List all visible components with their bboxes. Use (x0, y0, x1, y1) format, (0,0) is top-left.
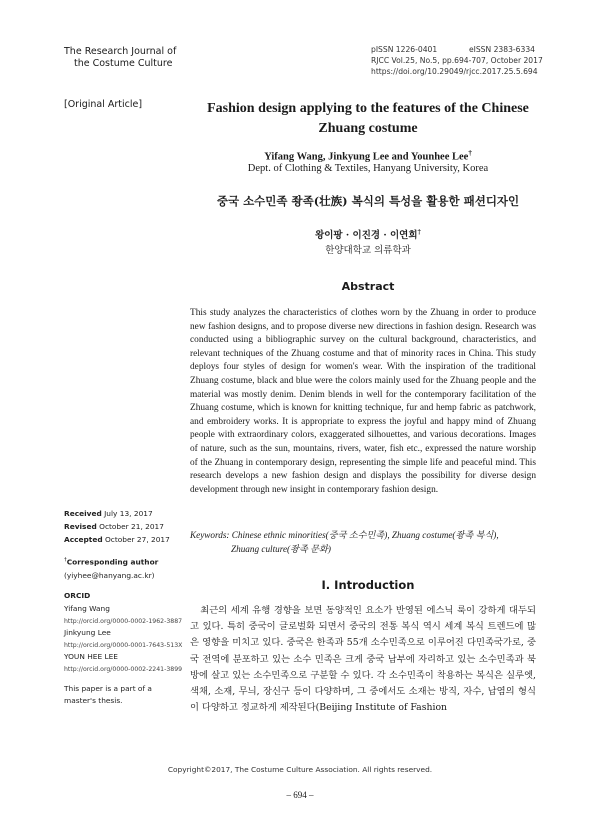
authors-korean (190, 227, 546, 241)
affiliation-english: Dept. of Clothing & Textiles, Hanyang University, Korea (247, 163, 489, 174)
corresponding-mark-korean: † (417, 227, 421, 236)
keywords-line2: Zhuang culture(좡족 문화) (231, 544, 331, 554)
authors-english-names: Yifang Wang, Jinkyung Lee and Younhee Lee (264, 151, 469, 163)
eissn: eISSN 2383-6334 (468, 45, 535, 54)
orcid-name: YOUN HEE LEE (64, 651, 118, 661)
journal-name (64, 46, 176, 70)
revised-label: Revised (64, 521, 97, 531)
article-type: [Original Article] (64, 99, 143, 110)
authors-english (190, 149, 546, 163)
article-sidebar (64, 508, 194, 708)
received-label: Received (64, 509, 102, 518)
journal-name-line2: the Costume Culture (74, 58, 173, 69)
orcid-label: ORCID (64, 591, 91, 601)
corresponding-email[interactable]: (yiyhee@hanyang.ac.kr) (64, 570, 155, 580)
introduction-body: 최근의 세계 유행 경향을 보면 동양적인 요소가 반영된 에스닉 룩이 강하게 대두되고 있다. 특히 중국이 글로벌화 되면서 중국의 전통 복식 역시 세계 복식 트렌드에 많은 영향을 미치고 있다. 중국은 한족과 55개 소수민족으로 이루어진 다민족국가로, 중국 전역에 분포하고 있는 소수 민족은 크게 중국 남부에 자리하고 있는 소수민족과 북방에 살고 있는 소수민족으로 구분할 수 있다. 각 소수민족이 착용하는 복식은 실루엣, 색채, 소재, 무늬, 장신구 등이 다양하며, 그 중에서도 소재는 방직, 자수, 납염의 형식이 다양하고 정교하게 제작된다(Beijing Institute of Fashion (190, 605, 536, 714)
accepted-label: Accepted (64, 534, 103, 544)
corresponding-author-label: Corresponding author (66, 557, 159, 567)
abstract-heading: Abstract (341, 280, 395, 293)
authors-korean-names: 왕이팡 · 이진경 · 이연희 (315, 230, 418, 241)
copyright-notice: Copyright©2017, The Costume Culture Association. All rights reserved. (167, 765, 433, 774)
received-date: July 13, 2017 (104, 509, 153, 518)
journal-name-line1: The Research Journal of (64, 46, 177, 57)
citation: RJCC Vol.25, No.5, pp.694-707, October 2017 (371, 56, 543, 65)
title-korean: 중국 소수민족 좡족(壮族) 복식의 특성을 활용한 패션디자인 (216, 194, 520, 208)
corresponding-mark: † (468, 149, 472, 157)
corresponding-author-mark: † (64, 557, 67, 564)
accepted-date: October 27, 2017 (104, 534, 170, 544)
revised-row (64, 521, 194, 534)
page-number: – 694 – (286, 790, 314, 800)
keywords (190, 528, 542, 556)
keywords-line1: Keywords: Chinese ethnic minorities(중국 소수민족), Zhuang costume(좡족 복식), (190, 530, 499, 540)
publication-info (371, 44, 571, 77)
revised-date: October 21, 2017 (99, 521, 164, 531)
abstract-body: This study analyzes the characteristics of clothes worn by the Zhuang in order to produce new fashion designs, and to propose diverse new directions in fashion design. Research was conducted using a bibliographic survey on the cultural background, characteristics, and relevant techniques of the Zhuang costume and that of minority races in China. This study deploys four styles of design for women's wear. With the inspiration of the traditional Zhuang costume, black and blue were the colors mainly used for the Zhuang people and the material was mostly denim. Denim blends in well for the contemporary facilitation of the Zhuang costume, which is known for knitting technique, fur and hemp fabric as patchwork, and embroidery works. It is appropriate to express the joyful and happy mind of Zhuang people with extraordinary colors, exaggerated silhouettes, and various decorations. Images of nature, such as the sun, mountains, rivers, water, fish etc., expressed the nature worship of the Zhuang in contemporary design, representing the simple life and peaceful mind. This research develops a new fashion design and displays the possibility for diverse design development through new insight in contemporary fashion design. (190, 308, 536, 495)
corresponding-author (64, 554, 194, 569)
accepted-row (64, 534, 194, 547)
orcid-link[interactable]: http://orcid.org/0000-0001-7643-513X (64, 641, 183, 649)
introduction-heading: I. Introduction (321, 578, 415, 592)
orcid-link[interactable]: http://orcid.org/0000-0002-2241-3899 (64, 665, 183, 673)
received-row (64, 508, 194, 521)
doi-link[interactable]: https://doi.org/10.29049/rjcc.2017.25.5.694 (371, 67, 538, 76)
affiliation-korean: 한양대학교 의류학과 (325, 245, 411, 256)
title-english: Fashion design applying to the features of the Chinese Zhuang costume (207, 101, 529, 136)
thesis-note-line1: This paper is a part of a (64, 683, 152, 693)
orcid-name: Yifang Wang (64, 604, 110, 614)
orcid-link[interactable]: http://orcid.org/0000-0002-1962-3887 (64, 618, 183, 626)
orcid-name: Jinkyung Lee (64, 628, 111, 638)
pissn: pISSN 1226-0401 (371, 45, 438, 54)
thesis-note-line2: master's thesis. (64, 696, 123, 706)
